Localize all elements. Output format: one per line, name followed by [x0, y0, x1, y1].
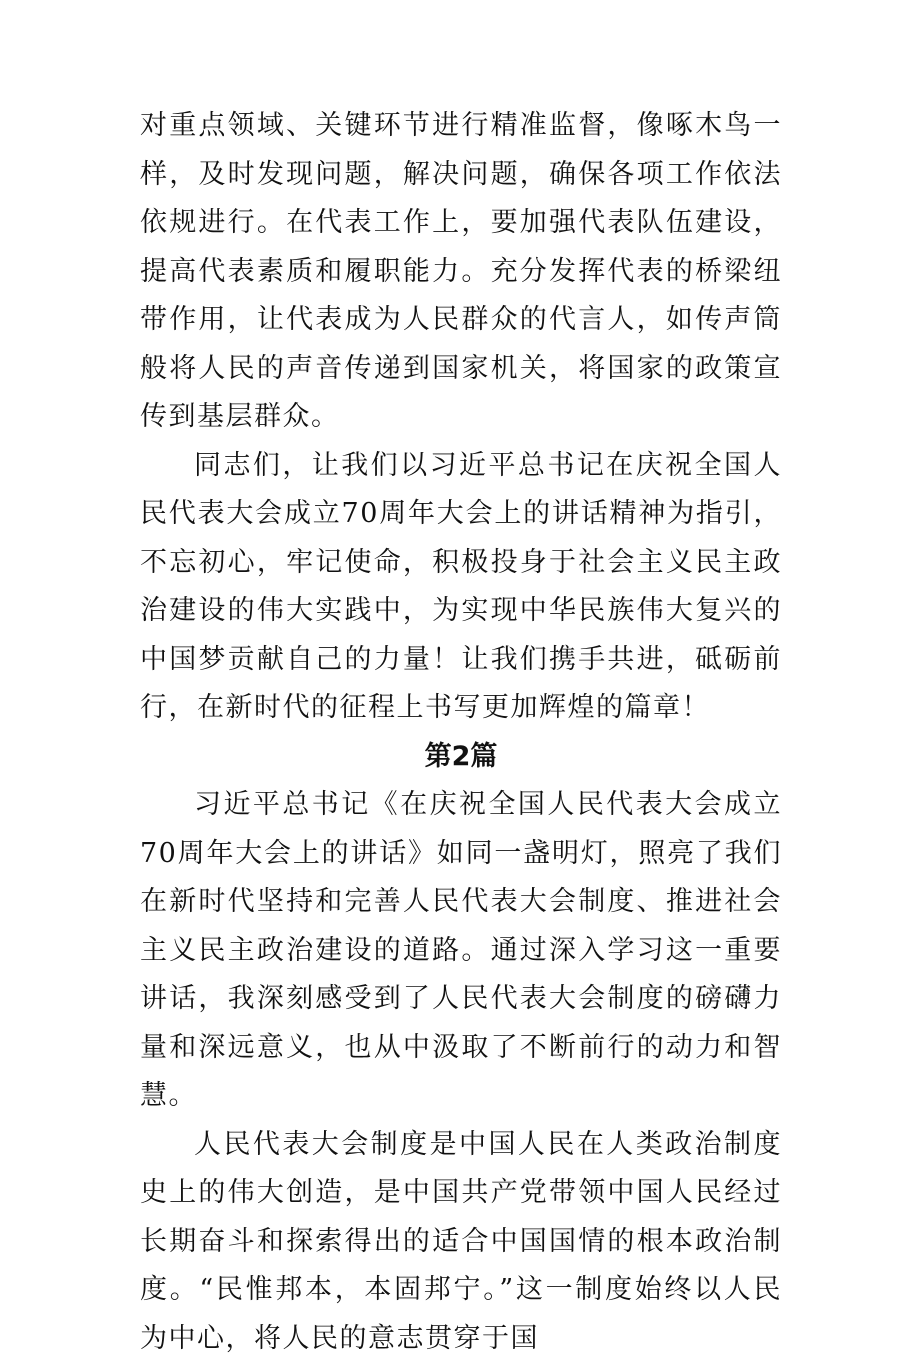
document-page: [140, 102, 782, 1363]
paragraph-continued: 对重点领域、关键环节进行精准监督，像啄木鸟一样，及时发现问题，解决问题，确保各项工作依法依规进行。在代表工作上，要加强代表队伍建设，提高代表素质和履职能力。充分发挥代表的桥梁纽带作用，让代表成为人民群众的代言人，如传声筒般将人民的声音传递到国家机关，将国家的政策宣传到基层群众。: [140, 102, 782, 442]
paragraph-system: 人民代表大会制度是中国人民在人类政治制度史上的伟大创造，是中国共产党带领中国人民经过长期奋斗和探索得出的适合中国国情的根本政治制度。“民惟邦本，本固邦宁。”这一制度始终以人民为中心，将人民的意志贯穿于国: [140, 1121, 782, 1363]
paragraph-intro: 习近平总书记《在庆祝全国人民代表大会成立70周年大会上的讲话》如同一盏明灯，照亮了我们在新时代坚持和完善人民代表大会制度、推进社会主义民主政治建设的道路。通过深入学习这一重要讲话，我深刻感受到了人民代表大会制度的磅礴力量和深远意义，也从中汲取了不断前行的动力和智慧。: [140, 781, 782, 1121]
section-heading: 第2篇: [140, 733, 782, 782]
paragraph-closing: 同志们，让我们以习近平总书记在庆祝全国人民代表大会成立70周年大会上的讲话精神为指引，不忘初心，牢记使命，积极投身于社会主义民主政治建设的伟大实践中，为实现中华民族伟大复兴的中国梦贡献自己的力量！让我们携手共进，砥砺前行，在新时代的征程上书写更加辉煌的篇章！: [140, 442, 782, 733]
